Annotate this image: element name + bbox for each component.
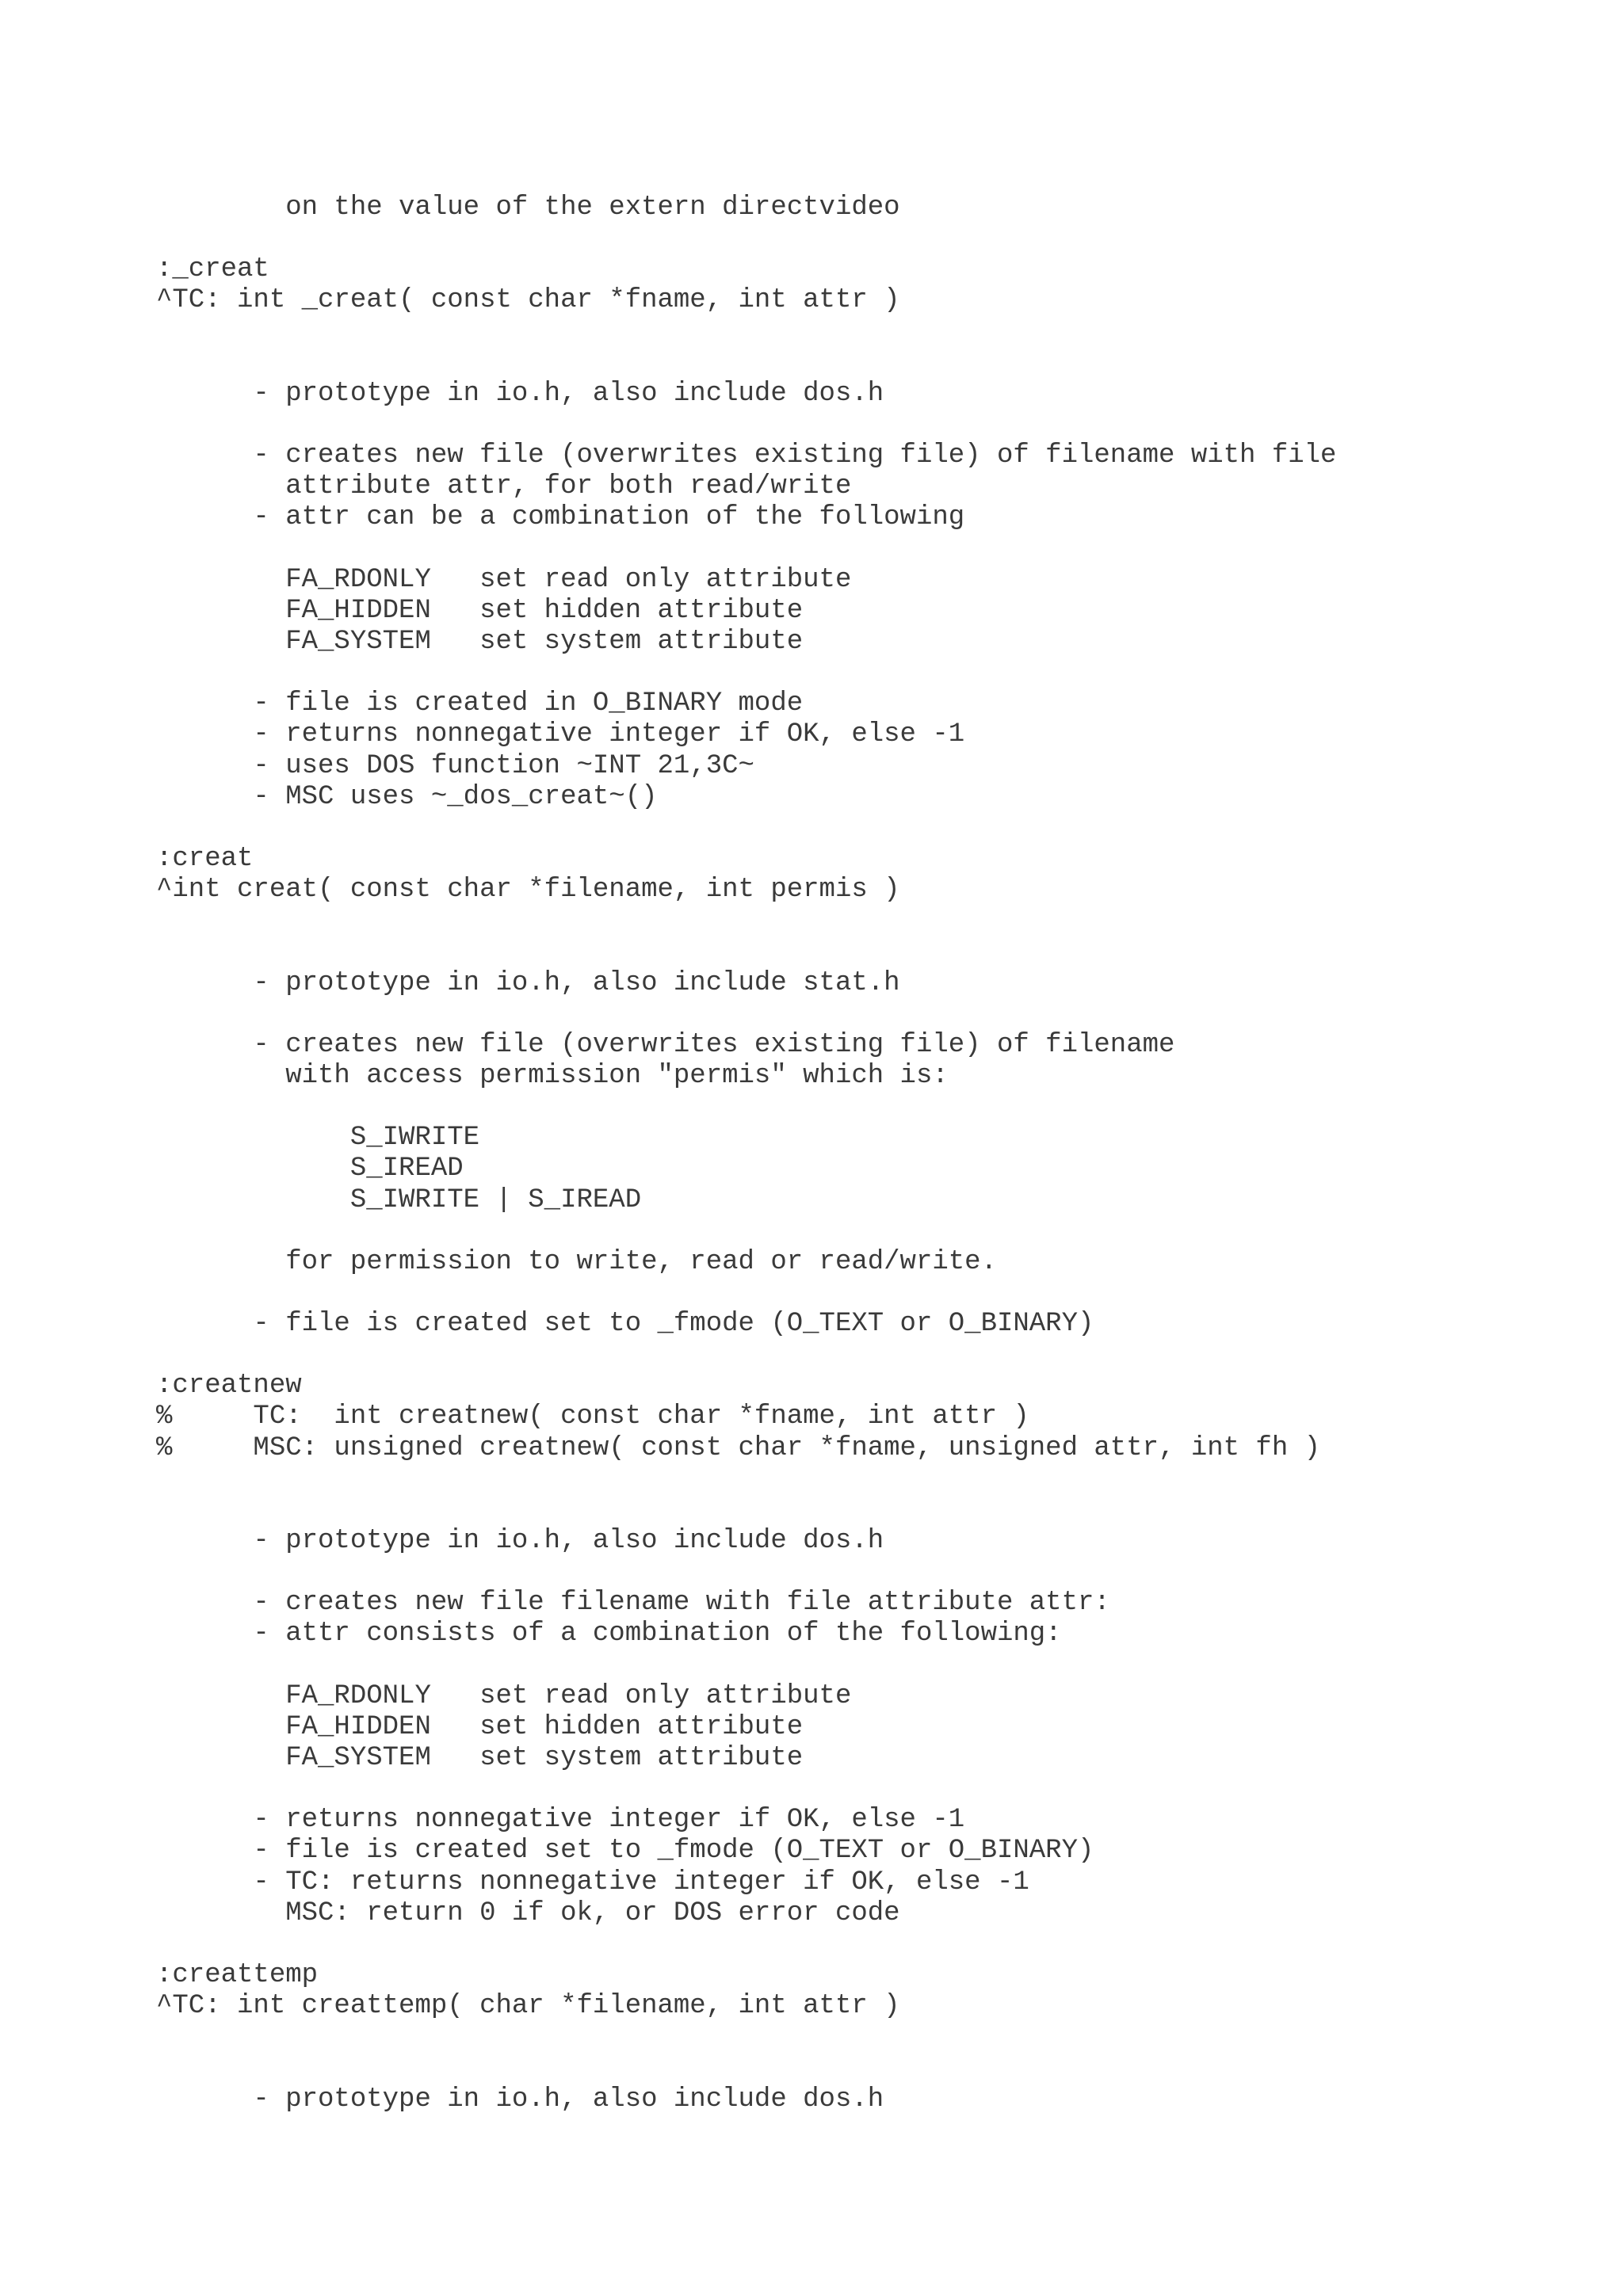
text-line: % MSC: unsigned creatnew( const char *fname, unsigned attr, int fh ) [156,1432,1321,1463]
text-line [156,1929,1336,1960]
text-line [156,317,1336,348]
text-line: FA_SYSTEM set system attribute [156,626,804,657]
text-line: - file is created set to _fmode (O_TEXT or O_BINARY) [156,1836,1094,1867]
text-line: - prototype in io.h, also include dos.h [156,1526,884,1557]
text-line: FA_HIDDEN set hidden attribute [156,595,804,626]
text-line [156,2053,1336,2084]
text-line: - attr can be a combination of the following [156,502,965,533]
text-line: S_IREAD [156,1154,464,1184]
document-text [156,193,1336,2115]
text-line: % TC: int creatnew( const char *fname, int attr ) [156,1402,1029,1432]
text-line: for permission to write, read or read/write. [156,1246,997,1277]
text-line: - MSC uses ~_dos_creat~() [156,781,658,812]
text-line: FA_RDONLY set read only attribute [156,564,852,595]
text-line [156,813,1336,844]
text-line [156,1216,1336,1247]
text-line: MSC: return 0 if ok, or DOS error code [156,1897,900,1928]
text-line: with access permission "permis" which is: [156,1060,949,1091]
text-line [156,1495,1336,1526]
text-line: - TC: returns nonnegative integer if OK, else -1 [156,1867,1029,1897]
text-line [156,658,1336,688]
text-line: S_IWRITE | S_IREAD [156,1184,642,1215]
text-line [156,906,1336,936]
text-line: - returns nonnegative integer if OK, else -1 [156,1805,965,1836]
text-line: - file is created in O_BINARY mode [156,688,804,719]
text-line: attribute attr, for both read/write [156,471,852,502]
text-line: - attr consists of a combination of the following: [156,1619,1062,1650]
text-line [156,1340,1336,1371]
text-line [156,1557,1336,1588]
text-line: - prototype in io.h, also include dos.h [156,2084,884,2115]
text-line: ^TC: int _creat( const char *fname, int attr ) [156,285,900,316]
text-line [156,999,1336,1030]
text-line: - prototype in io.h, also include stat.h [156,967,900,998]
text-line: - uses DOS function ~INT 21,3C~ [156,750,754,781]
text-line: ^int creat( const char *filename, int permis ) [156,875,900,906]
text-line: - creates new file filename with file attribute attr: [156,1588,1110,1619]
text-line: on the value of the extern directvideo [156,193,900,223]
text-line [156,348,1336,379]
text-line: - creates new file (overwrites existing file) of filename [156,1029,1175,1060]
text-line: - returns nonnegative integer if OK, else -1 [156,719,965,750]
text-line: FA_HIDDEN set hidden attribute [156,1711,804,1742]
text-line [156,936,1336,967]
text-line: :creattemp [156,1960,319,1991]
text-line: :_creat [156,254,269,285]
text-line [156,1650,1336,1681]
text-line: FA_RDONLY set read only attribute [156,1680,852,1711]
text-line: :creatnew [156,1371,302,1402]
text-line [156,1278,1336,1309]
text-line [156,534,1336,565]
text-line [156,223,1336,254]
text-line: FA_SYSTEM set system attribute [156,1743,804,1774]
text-line: ^TC: int creattemp( char *filename, int attr ) [156,1991,900,2022]
text-line [156,1092,1336,1123]
text-line [156,1464,1336,1495]
text-line [156,2022,1336,2053]
text-line [156,1774,1336,1805]
text-line: - prototype in io.h, also include dos.h [156,378,884,409]
text-line [156,410,1336,441]
text-line: S_IWRITE [156,1123,480,1154]
text-line: :creat [156,843,254,874]
text-line: - file is created set to _fmode (O_TEXT or O_BINARY) [156,1309,1094,1340]
text-line: - creates new file (overwrites existing file) of filename with file [156,441,1337,471]
